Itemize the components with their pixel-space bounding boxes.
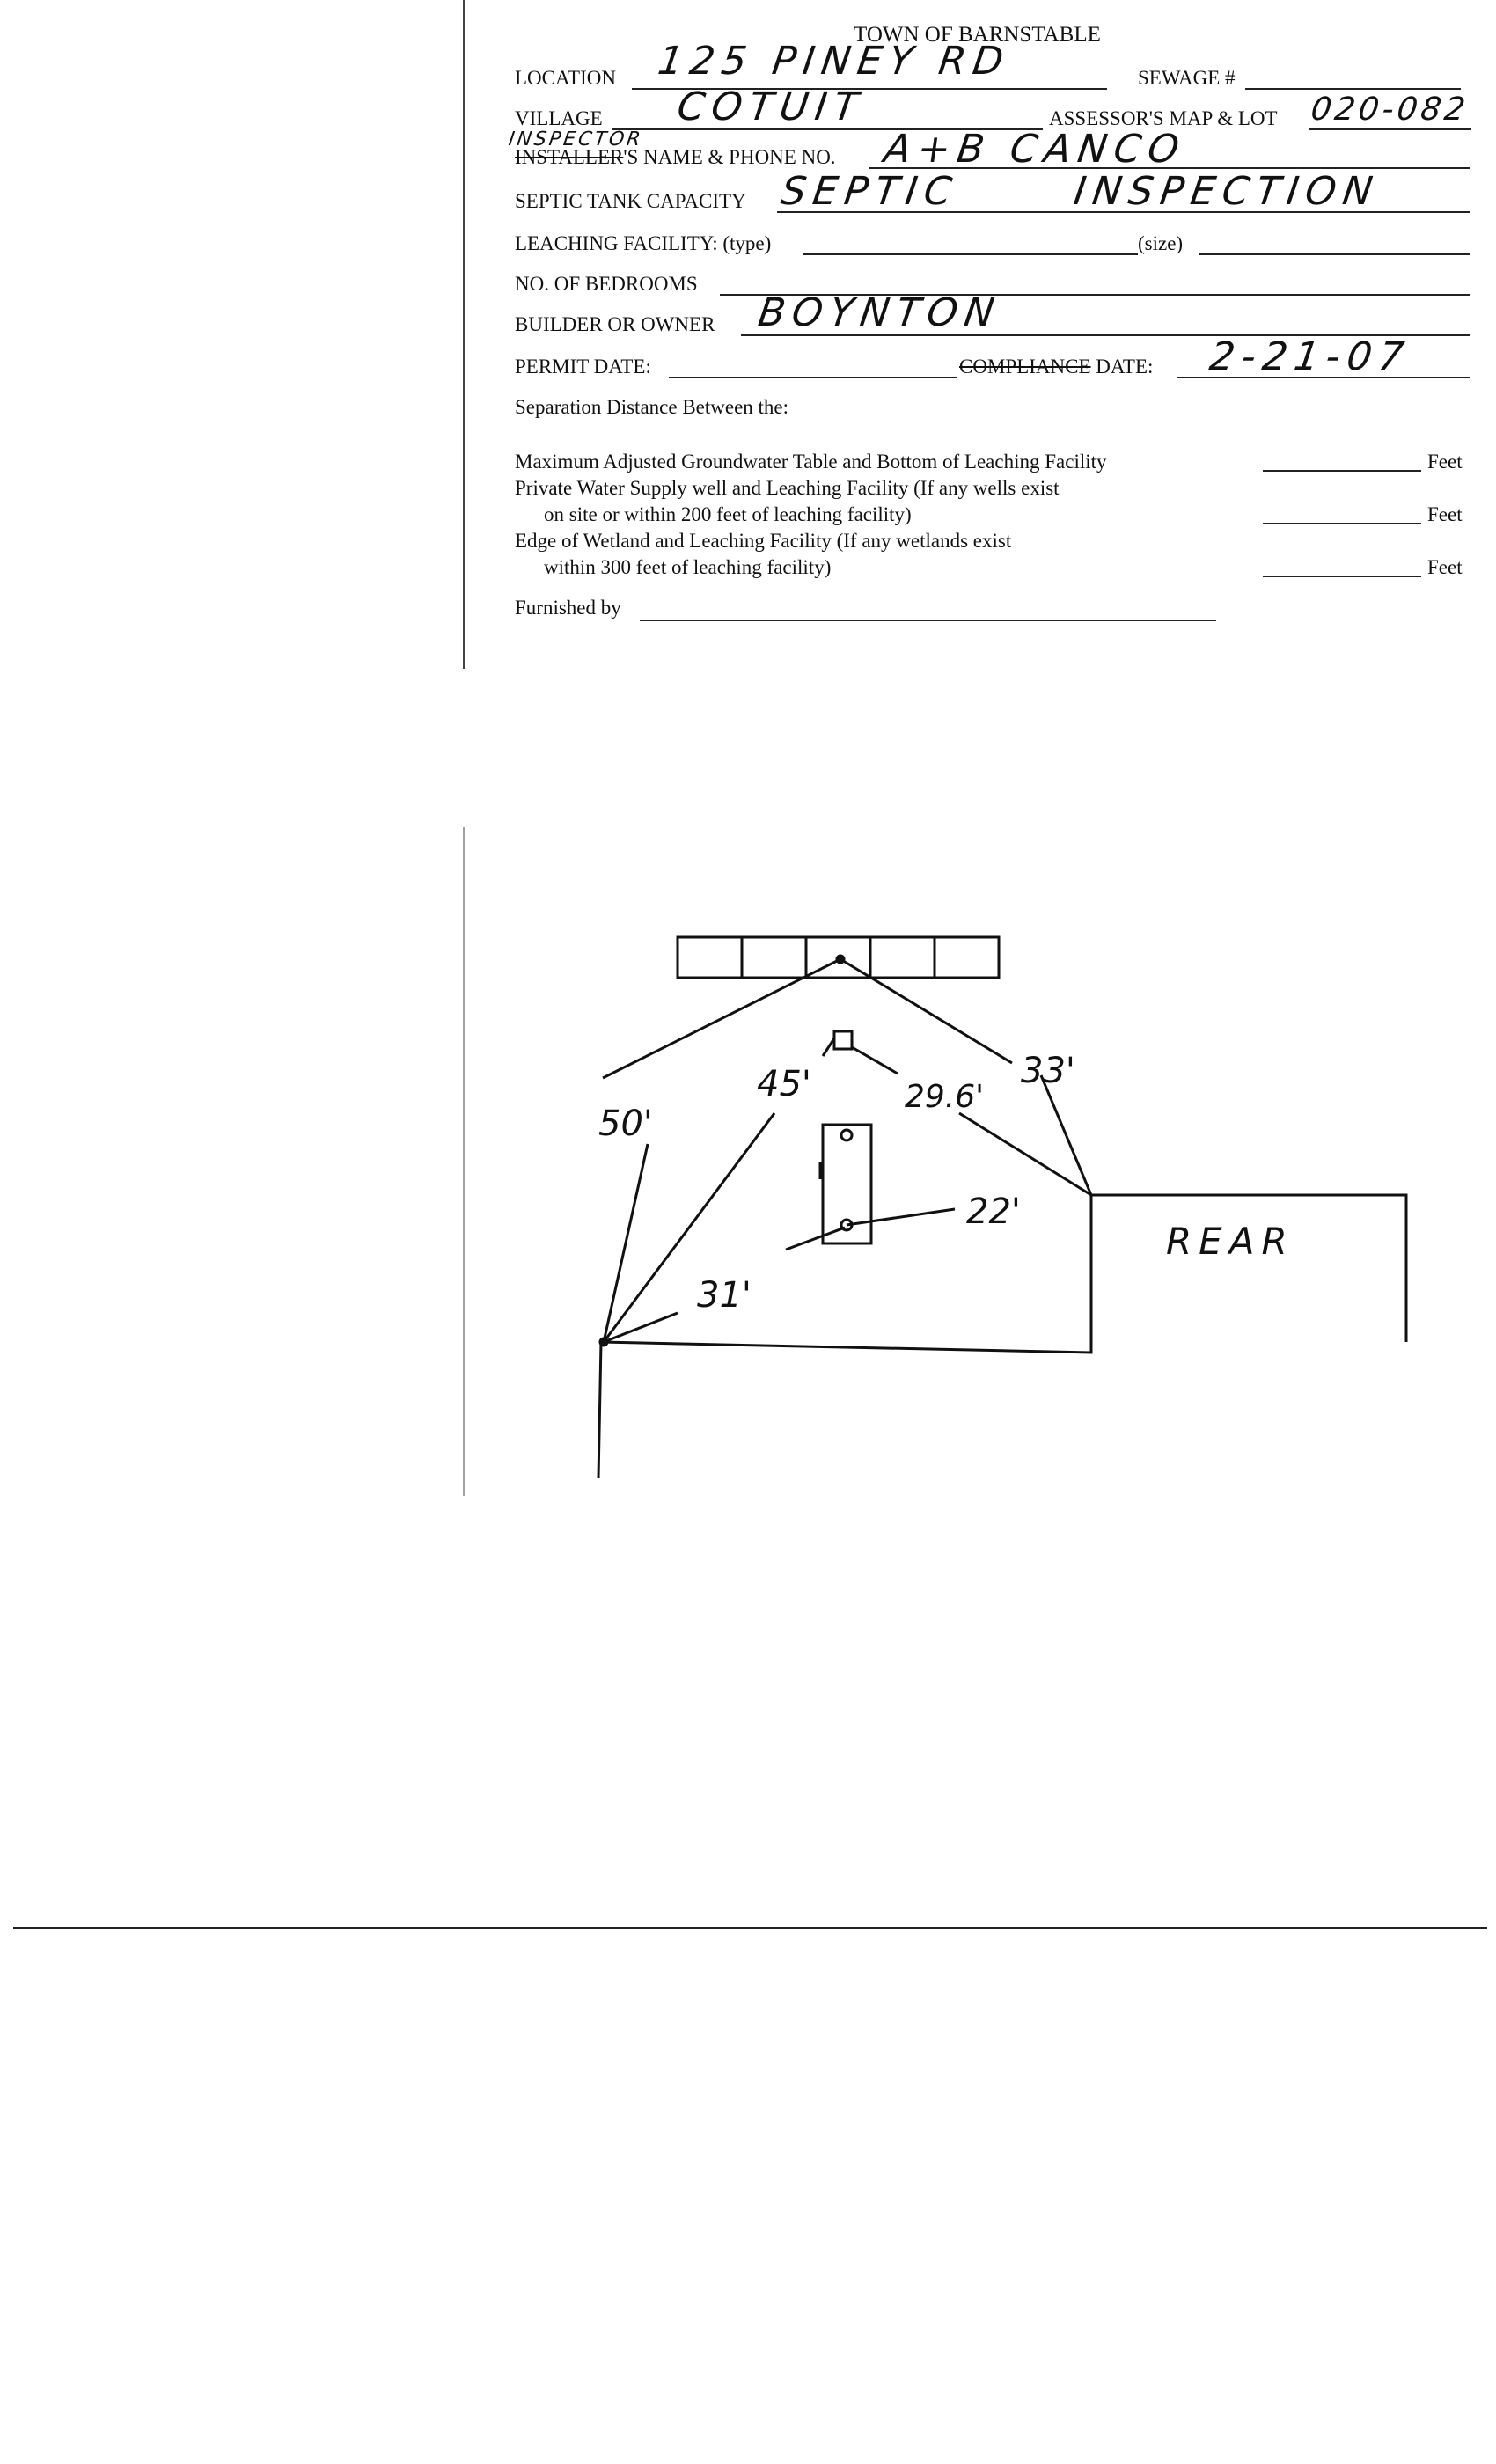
leaching-label: LEACHING FACILITY: (type) [515, 232, 772, 254]
septic-label: SEPTIC TANK CAPACITY [515, 190, 746, 212]
compliance-label-rest: DATE: [1090, 356, 1154, 378]
separation-label: Separation Distance Between the: [515, 396, 789, 418]
distribution-box [834, 1031, 852, 1049]
assessor-value: 020-082 [1309, 92, 1471, 128]
corner-point [837, 956, 844, 963]
sep-wetland-b: within 300 feet of leaching facility) [544, 556, 832, 578]
assessor-label: ASSESSOR'S MAP & LOT [1049, 107, 1278, 129]
dist-45: 45' [757, 1064, 811, 1104]
line-29-down [959, 1113, 1091, 1195]
builder-label: BUILDER OR OWNER [515, 313, 715, 335]
tank-port [841, 1130, 852, 1140]
line-33-down [1041, 1075, 1091, 1195]
dist-22: 22' [966, 1192, 1021, 1232]
size-label: (size) [1138, 232, 1184, 254]
village-label: VILLAGE [515, 107, 603, 129]
rear-label: REAR [1166, 1220, 1294, 1263]
bedrooms-label: NO. OF BEDROOMS [515, 273, 698, 295]
installer-value: A+B CANCO [881, 127, 1189, 172]
location-value: 125 PINEY RD [655, 39, 1014, 84]
village-value: COTUIT [674, 84, 868, 129]
dist-33: 33' [1021, 1051, 1075, 1091]
installer-label-rest: 'S NAME & PHONE NO. [623, 146, 836, 168]
form-title: TOWN OF BARNSTABLE [854, 23, 1101, 47]
line-33 [840, 959, 1012, 1063]
dist-50: 50' [598, 1104, 653, 1144]
installer-struck: INSTALLER [515, 146, 624, 168]
sep-well-b: on site or within 200 feet of leaching facility) [544, 503, 912, 525]
builder-value: BOYNTON [755, 290, 1004, 335]
line-tank-31 [786, 1228, 845, 1250]
page-bottom-rule [13, 1927, 1487, 1929]
sep-well-a: Private Water Supply well and Leaching Facility (If any wells exist [515, 477, 1060, 499]
inspector-note: INSPECTOR [507, 128, 645, 150]
sep-groundwater: Maximum Adjusted Groundwater Table and Bottom of Leaching Facility [515, 451, 1107, 473]
dist-31: 31' [697, 1275, 752, 1316]
dist-29: 29.6' [905, 1079, 985, 1115]
permit-label: PERMIT DATE: [515, 356, 651, 378]
location-label: LOCATION [515, 67, 616, 89]
sep-wetland-feet: Feet [1427, 556, 1463, 578]
sep-well-feet: Feet [1427, 503, 1463, 525]
furnished-label: Furnished by [515, 597, 621, 619]
sep-groundwater-feet: Feet [1427, 451, 1463, 473]
dbox-stub [823, 1038, 834, 1056]
sewage-label: SEWAGE # [1138, 67, 1236, 89]
house-left-wall [598, 1342, 601, 1478]
line-22 [847, 1209, 955, 1225]
septic-value: SEPTIC INSPECTION [778, 169, 1382, 214]
sep-wetland-a: Edge of Wetland and Leaching Facility (If any wetlands exist [515, 530, 1012, 552]
compliance-value: 2-21-07 [1206, 334, 1414, 379]
corner-point [600, 1338, 607, 1346]
line-29 [852, 1047, 898, 1074]
compliance-struck: COMPLIANCE [959, 356, 1091, 378]
